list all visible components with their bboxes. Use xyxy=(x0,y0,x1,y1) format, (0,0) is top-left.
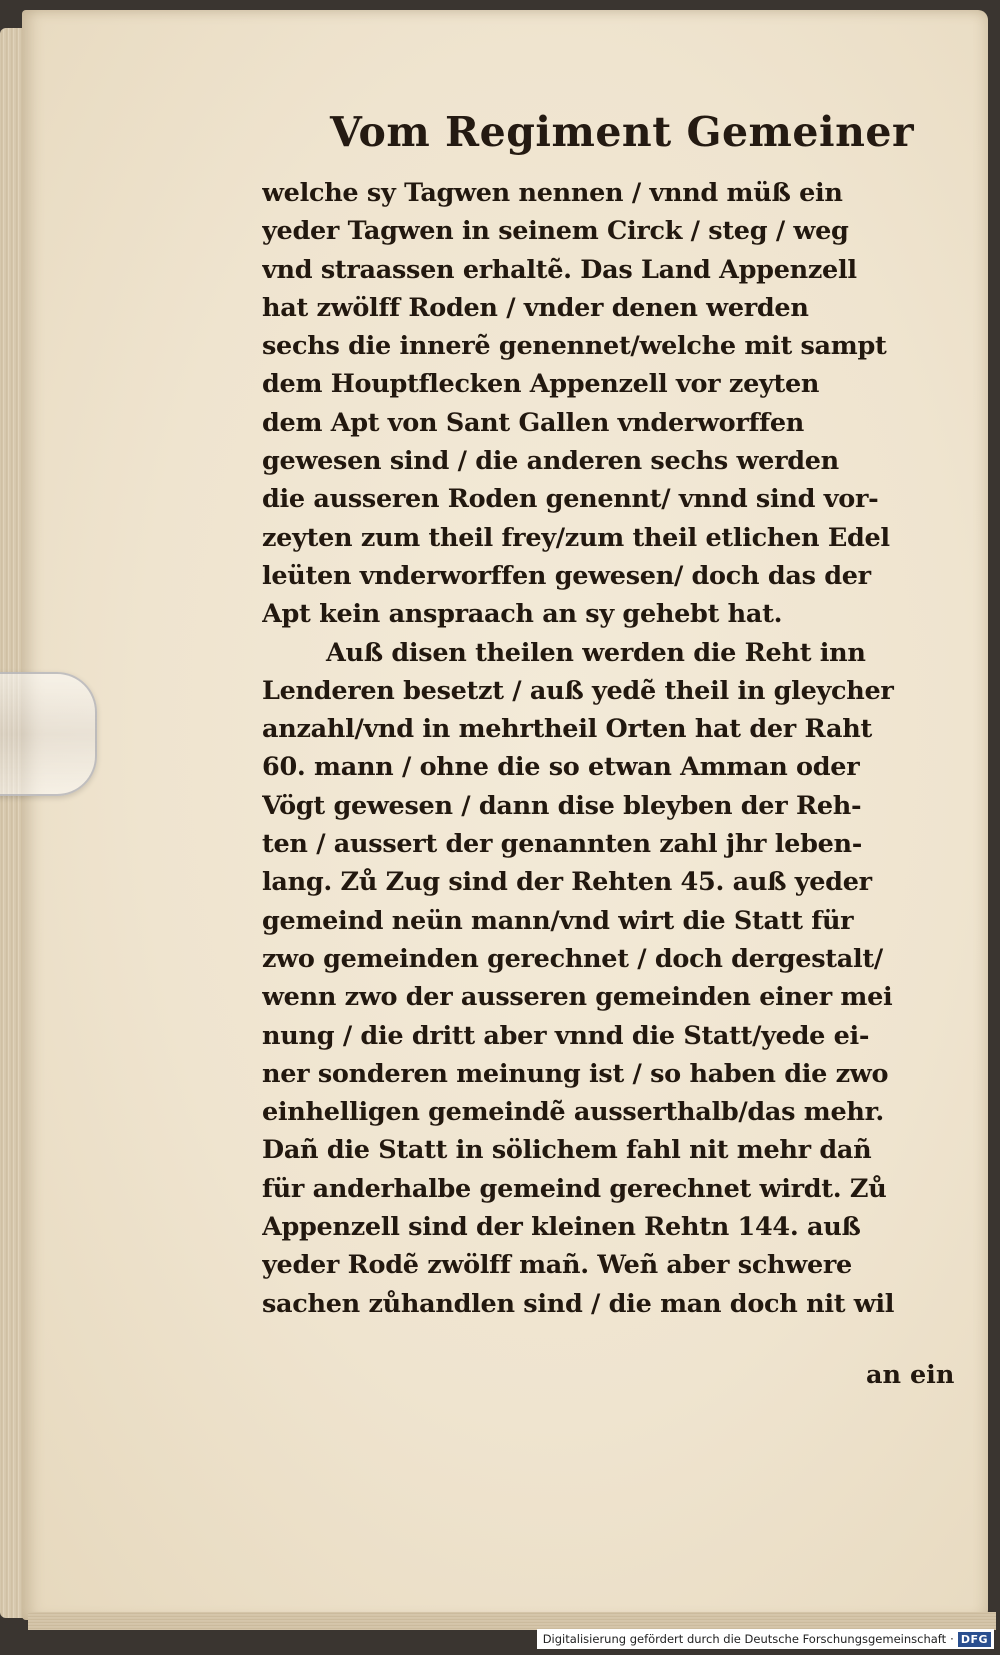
dfg-logo: DFG xyxy=(958,1632,991,1647)
text-line: dem Houptflecken Appenzell vor zeyten xyxy=(262,369,820,400)
text-line: wenn zwo der ausseren gemeinden einer mei xyxy=(262,982,893,1013)
catchword: an ein xyxy=(866,1360,955,1390)
text-line: gewesen sind / die anderen sechs werden xyxy=(262,446,839,477)
text-line: einhelligen gemeindẽ ausserthalb/das mehr. xyxy=(262,1097,884,1128)
text-line: Appenzell sind der kleinen Rehtn 144. auß xyxy=(262,1212,861,1243)
text-line: leüten vnderworffen gewesen/ doch das der xyxy=(262,560,871,591)
text-line: gemeind neün mann/vnd wirt die Statt für xyxy=(262,905,854,936)
text-line: yeder Rodẽ zwölff mañ. Weñ aber schwere xyxy=(262,1250,852,1281)
text-line: dem Apt von Sant Gallen vnderworffen xyxy=(262,407,805,438)
page-bottom-edge xyxy=(28,1612,996,1630)
text-line: ten / aussert der genannten zahl jhr leben- xyxy=(262,829,863,860)
text-line: hat zwölff Roden / vnder denen werden xyxy=(262,292,809,323)
text-line: vnd straassen erhaltẽ. Das Land Appenzell xyxy=(262,254,857,285)
text-line: Lenderen besetzt / auß yedẽ theil in gleycher xyxy=(262,675,894,706)
text-line: zeyten zum theil frey/zum theil etlichen Edel xyxy=(262,522,890,553)
credit-text: Digitalisierung gefördert durch die Deutsche Forschungsgemeinschaft xyxy=(542,1632,947,1646)
text-line: welche sy Tagwen nennen / vnnd müß ein xyxy=(262,178,843,208)
text-line: für anderhalbe gemeind gerechnet wirdt. Zů xyxy=(262,1173,887,1204)
text-line: nung / die dritt aber vnnd die Statt/yede ei- xyxy=(262,1020,870,1051)
text-line: zwo gemeinden gerechnet / doch dergestalt/ xyxy=(262,943,883,974)
text-line: Vögt gewesen / dann dise bleyben der Reh- xyxy=(262,790,862,821)
book-clip xyxy=(0,672,97,796)
text-line: 60. mann / ohne die so etwan Amman oder xyxy=(262,752,860,783)
running-header: Vom Regiment Gemeiner xyxy=(330,108,915,156)
text-line: lang. Zů Zug sind der Rehten 45. auß yeder xyxy=(262,867,872,898)
text-line: ner sonderen meinung ist / so haben die zwo xyxy=(262,1058,889,1089)
text-block xyxy=(262,174,967,1323)
digitization-credit: Digitalisierung gefördert durch die Deutsche Forschungsgemeinschaft · DFG xyxy=(537,1629,994,1649)
text-line: die ausseren Roden genennt/ vnnd sind vor- xyxy=(262,484,879,515)
text-line: sechs die innerẽ genennet/welche mit sampt xyxy=(262,331,887,362)
text-line: sachen zůhandlen sind / die man doch nit wil xyxy=(262,1288,895,1319)
text-line: Apt kein anspraach an sy gehebt hat. xyxy=(262,599,783,630)
text-line: anzahl/vnd in mehrtheil Orten hat der Raht xyxy=(262,714,872,745)
text-line: Dañ die Statt in sölichem fahl nit mehr dañ xyxy=(262,1135,872,1166)
text-line: Auß disen theilen werden die Reht inn xyxy=(326,637,866,668)
text-line: yeder Tagwen in seinem Circk / steg / weg xyxy=(262,216,849,247)
